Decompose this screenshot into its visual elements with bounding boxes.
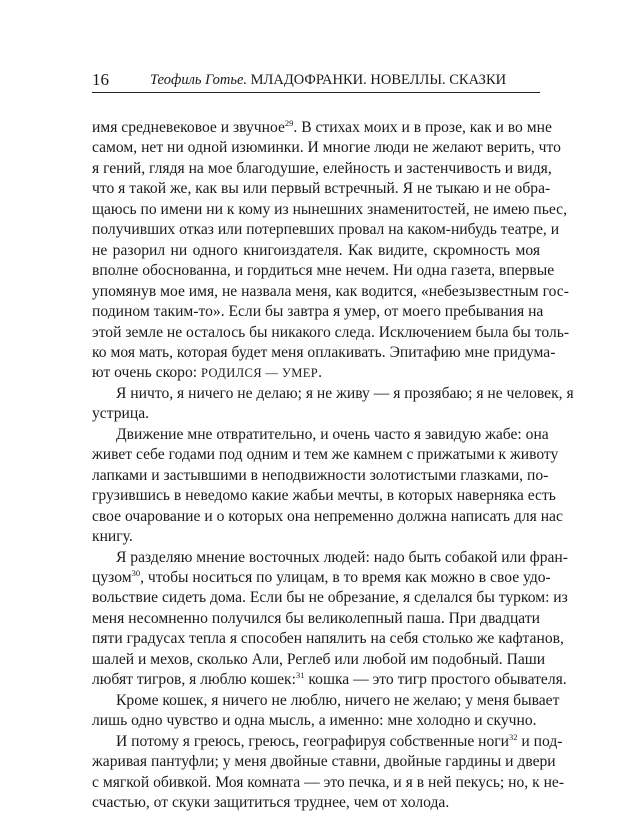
text-segment: лишь одно чувство и одна мысль, а именно: мне холодно и скучно. (92, 712, 537, 730)
text-segment: счастью, от скуки защититься труднее, чем от холода. (92, 793, 450, 811)
text-line (92, 752, 556, 772)
text-line (92, 261, 555, 281)
text-segment: я гений, глядя на мое благодушие, елейность и застенчивость и видя, (92, 159, 552, 177)
footnote-marker: 32 (509, 731, 518, 742)
footnote-marker: 29 (284, 118, 294, 128)
body-text (92, 118, 574, 813)
text-segment: ют очень скоро: (92, 364, 201, 382)
text-segment: кошка — это тигр простого обывателя. (304, 671, 567, 689)
text-line (92, 691, 560, 711)
text-line (92, 159, 552, 179)
text-segment: лапками и застывшими в неподвижности золотистыми глазками, по- (92, 466, 549, 484)
running-head-title: МЛАДОФРАНКИ. НОВЕЛЛЫ. СКАЗКИ (250, 72, 507, 88)
text-segment: и под- (517, 732, 563, 750)
text-segment: с мягкой обивкой. Моя комната — это печка, и я в ней пекусь; но, к не- (92, 773, 565, 791)
footnote-marker: 30 (131, 567, 141, 578)
paragraph (92, 425, 563, 548)
text-segment: не разорил ни одного книгоиздателя. Как видите, скромность моя (92, 241, 540, 259)
small-caps-text: РОДИЛСЯ — УМЕР (201, 366, 319, 381)
text-line (92, 404, 540, 424)
text-segment: упомянув мое имя, не назвала меня, как водится, «небезызвестным гос- (92, 282, 569, 300)
text-segment: . В стихах моих и в прозе, как и во мне (293, 119, 552, 136)
text-line (92, 548, 568, 568)
text-segment: шалей и мехов, сколько Али, Реглеб или любой им подобный. Паши (92, 650, 546, 668)
paragraph (92, 691, 560, 732)
text-segment: что я такой же, как вы или первый встречный. Я не тыкаю и не обра- (92, 180, 551, 198)
text-line (92, 731, 563, 752)
text-line (92, 425, 549, 445)
text-segment: , чтобы носиться по улицам, в то время как можно в свое удо- (140, 568, 551, 586)
text-segment: пяти градусах тепла я способен напялить на себя столько же кафтанов, (92, 630, 564, 648)
paragraph (92, 548, 568, 691)
text-line (92, 609, 540, 629)
page-header (92, 68, 540, 93)
text-segment: Я разделяю мнение восточных людей: надо быть собакой или фран- (116, 548, 568, 566)
text-segment: свое очарование и о которых она непременно должна написать для нас (92, 507, 563, 525)
page-number: 16 (92, 70, 109, 89)
text-segment: получивших отказ или потерпевших провал на каком-нибудь театре, и (92, 221, 560, 239)
text-line (92, 363, 540, 383)
footnote-marker: 31 (295, 670, 305, 681)
text-line (92, 670, 567, 690)
text-line (92, 302, 544, 322)
text-line (92, 323, 570, 343)
text-line (92, 241, 540, 261)
text-line (92, 445, 559, 465)
text-line (92, 650, 546, 670)
text-segment: книгу. (92, 528, 133, 546)
text-segment: имя средневековое и звучное (92, 119, 285, 136)
text-line (92, 793, 540, 813)
text-segment: ко моя мать, которая будет меня оплакивать. Эпитафию мне придума- (92, 343, 556, 361)
paragraph (92, 384, 574, 425)
text-segment: И потому я греюсь, греюсь, географируя собственные ноги (116, 732, 510, 750)
running-head-author: Теофиль Готье. (150, 72, 248, 88)
text-segment: Движение мне отвратительно, и очень часто я завидую жабе: она (116, 425, 549, 443)
text-segment: вполне обоснованна, и гордиться мне нечем. Ни одна газета, впервые (92, 262, 555, 280)
text-segment: щаюсь по имени ни к кому из нынешних знаменитостей, не имею пьес, (92, 200, 568, 218)
text-line (92, 466, 549, 486)
text-segment: этой земле не осталось бы никакого следа. Исключением была бы толь- (92, 323, 570, 341)
text-segment: меня несомненно получился бы великолепный паша. При двадцати (92, 609, 540, 627)
text-line (92, 138, 561, 158)
text-line (92, 588, 568, 608)
text-segment: подином таким-то». Если бы завтра я умер, от моего пребывания на (92, 303, 544, 321)
text-line (92, 507, 563, 527)
text-line (92, 200, 568, 220)
text-line (92, 384, 574, 404)
text-line (92, 527, 540, 547)
text-segment: цузом (92, 568, 132, 586)
text-segment: устрица. (92, 405, 150, 423)
text-segment: вольствие сидеть дома. Если бы не обрезание, я сделался бы турком: из (92, 589, 568, 607)
paragraph (92, 118, 570, 384)
text-line (92, 711, 540, 731)
paragraph (92, 731, 565, 813)
text-line (92, 567, 551, 588)
text-line (92, 773, 565, 793)
text-line (92, 629, 564, 649)
text-segment: самом, нет ни одной изюминки. И многие люди не желают верить, что (92, 139, 561, 157)
text-segment: жаривая пантуфли; у меня двойные ставни, двойные гардины и двери (92, 753, 556, 771)
text-line (92, 118, 552, 138)
running-head (150, 72, 506, 89)
text-segment: любят тигров, я люблю кошек: (92, 671, 296, 689)
text-line (92, 343, 556, 363)
text-line (92, 486, 556, 506)
text-segment: . (318, 364, 323, 382)
text-segment: живет себе годами под одним и тем же камнем с прижатыми к животу (92, 446, 559, 464)
text-line (92, 179, 551, 199)
text-line (92, 282, 569, 302)
text-line (92, 220, 560, 240)
text-segment: Кроме кошек, я ничего не люблю, ничего не желаю; у меня бывает (116, 691, 560, 709)
text-segment: грузившись в неведомо какие жабьи мечты, в которых наверняка есть (92, 487, 556, 505)
text-segment: Я ничто, я ничего не делаю; я не живу — я прозябаю; я не человек, я (116, 384, 574, 402)
